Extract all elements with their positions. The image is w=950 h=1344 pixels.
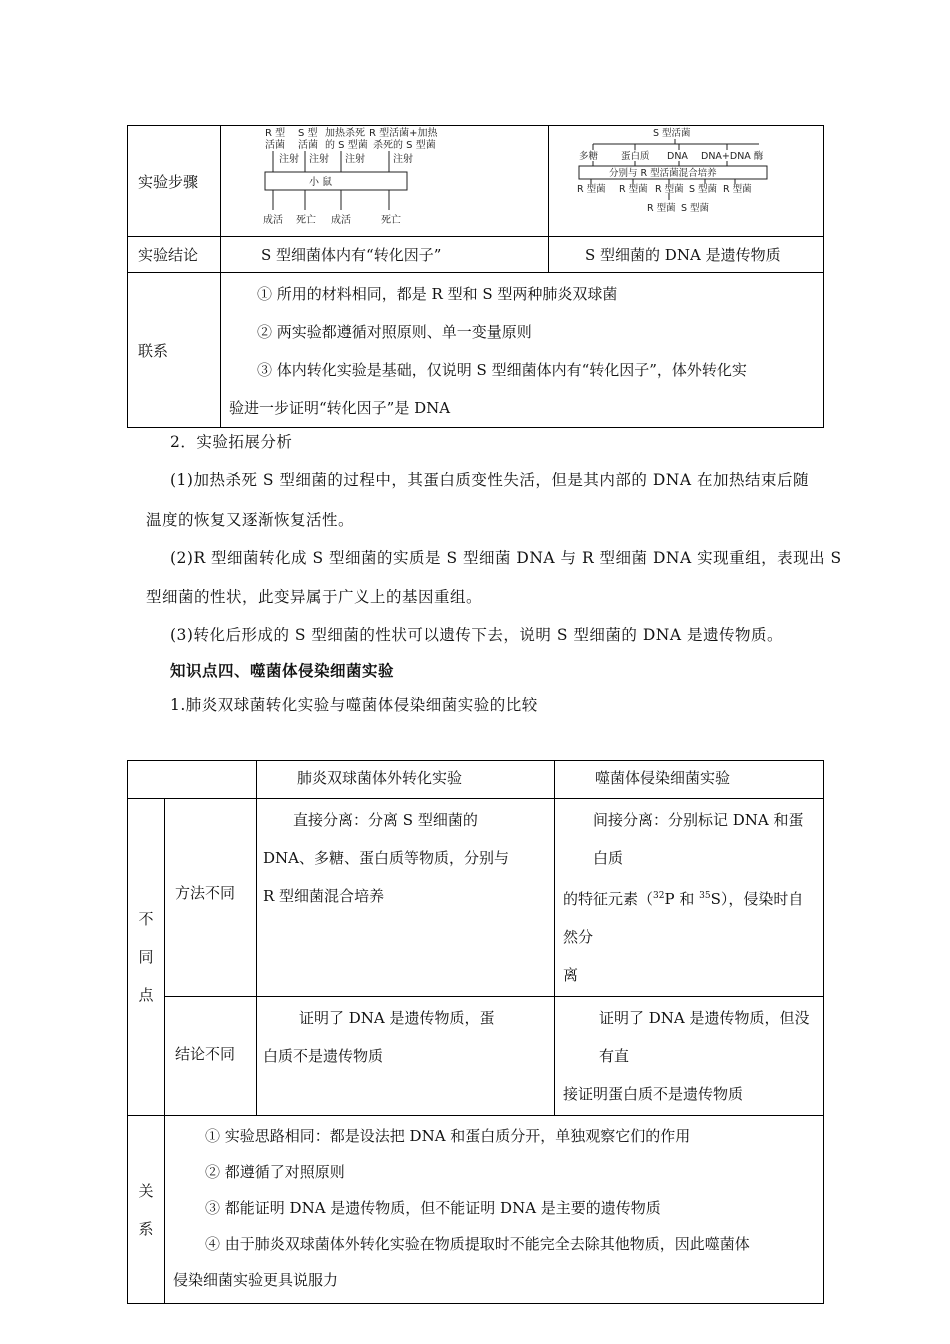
component-label: DNA+DNA 酶: [701, 151, 764, 162]
result-label: R 型菌: [647, 203, 676, 214]
outcome-label: 成活: [331, 215, 351, 226]
inject-label: 注射: [309, 154, 329, 165]
culture-box-label: 分别与 R 型活菌混合培养: [609, 168, 717, 179]
relation-line: ② 两实验都遵循对照原则、单一变量原则: [257, 323, 532, 341]
conclusion-phage: 证明了 DNA 是遗传物质，但没有直 接证明蛋白质不是遗传物质: [555, 997, 824, 1116]
relation-line: ① 实验思路相同：都是设法把 DNA 和蛋白质分开，单独观察它们的作用: [205, 1127, 691, 1145]
component-label: 多糖: [579, 151, 599, 162]
relation-line: ① 所用的材料相同，都是 R 型和 S 型两种肺炎双球菌: [257, 285, 618, 303]
relation-line: ③ 都能证明 DNA 是遗传物质，但不能证明 DNA 是主要的遗传物质: [205, 1199, 661, 1217]
result-label: R 型菌: [723, 184, 752, 195]
section-heading: 2．实验拓展分析: [170, 433, 293, 451]
comparison-table-1: [127, 125, 824, 428]
comparison-table-2: [127, 760, 824, 1304]
row-label-relation: 联系: [128, 273, 221, 428]
inject-label: 注射: [345, 154, 365, 165]
paragraph: (2)R 型细菌转化成 S 型细菌的实质是 S 型细菌 DNA 与 R 型细菌 DNA 实现重组，表现出 S: [170, 549, 842, 567]
diagram-label: 加热杀死: [325, 128, 365, 139]
result-label: R 型菌: [577, 184, 606, 195]
relation-line: ② 都遵循了对照原则: [205, 1163, 345, 1181]
component-label: DNA: [667, 151, 688, 162]
conclusion-label: 结论不同: [165, 997, 257, 1116]
relation-label: 关 系: [128, 1116, 165, 1304]
result-label: R 型菌: [655, 184, 684, 195]
inject-label: 注射: [279, 154, 299, 165]
relation-line: ④ 由于肺炎双球菌体外转化实验在物质提取时不能完全去除其他物质，因此噬菌体: [205, 1235, 750, 1253]
header-empty: [128, 761, 257, 799]
diagram-cell-in-vitro: [549, 126, 824, 237]
diagram-label: S 型: [298, 128, 318, 139]
diagram-label: R 型: [265, 128, 286, 139]
row-label-conclusion: 实验结论: [128, 237, 221, 273]
conclusion-pneumococcus: 证明了 DNA 是遗传物质，蛋 白质不是遗传物质: [257, 997, 555, 1116]
outcome-label: 成活: [263, 215, 283, 226]
mouse-label: 小 鼠: [309, 177, 333, 188]
diagram-label: 活菌: [265, 140, 285, 151]
relation-text-2: [165, 1116, 824, 1304]
outcome-label: 死亡: [296, 215, 316, 226]
knowledge-point-heading: 知识点四、噬菌体侵染细菌实验: [170, 661, 395, 680]
conclusion-in-vivo: S 型细菌体内有“转化因子”: [221, 237, 549, 273]
paragraph: (3)转化后形成的 S 型细菌的性状可以遗传下去，说明 S 型细菌的 DNA 是遗传物质。: [170, 626, 783, 644]
row-label-steps: 实验步骤: [128, 126, 221, 237]
relation-line: 验进一步证明“转化因子”是 DNA: [229, 399, 451, 417]
subheading: 1.肺炎双球菌转化实验与噬菌体侵染细菌实验的比较: [170, 696, 538, 714]
diagram-label: 活菌: [298, 140, 318, 151]
diagram-label: R 型活菌+加热: [369, 128, 438, 139]
method-label: 方法不同: [165, 799, 257, 997]
paragraph: (1)加热杀死 S 型细菌的过程中，其蛋白质变性失活，但是其内部的 DNA 在加热结束后随: [170, 471, 809, 489]
diagram-label: 的 S 型菌: [325, 140, 368, 151]
header-pneumococcus: 肺炎双球菌体外转化实验: [257, 761, 555, 799]
result-label: S 型菌: [689, 184, 718, 195]
header-phage: 噬菌体侵染细菌实验: [555, 761, 824, 799]
conclusion-in-vitro: S 型细菌的 DNA 是遗传物质: [549, 237, 824, 273]
in-vivo-diagram: [221, 126, 548, 236]
relation-line: 侵染细菌实验更具说服力: [173, 1271, 339, 1289]
method-pneumococcus: 直接分离：分离 S 型细菌的 DNA、多糖、蛋白质等物质，分别与 R 型细菌混合培养: [257, 799, 555, 997]
component-label: 蛋白质: [621, 151, 650, 162]
relation-text: [221, 273, 824, 428]
diagram-label: S 型活菌: [653, 128, 691, 139]
result-label: S 型菌: [681, 203, 710, 214]
outcome-label: 死亡: [381, 215, 401, 226]
paragraph: 型细菌的性状，此变异属于广义上的基因重组。: [146, 588, 483, 606]
diff-label: 不 同 点: [128, 799, 165, 1116]
diagram-label: 杀死的 S 型菌: [373, 140, 436, 151]
relation-line: ③ 体内转化实验是基础，仅说明 S 型细菌体内有“转化因子”，体外转化实: [257, 361, 747, 379]
in-vitro-diagram: [549, 126, 823, 236]
paragraph: 温度的恢复又逐渐恢复活性。: [146, 511, 355, 529]
method-phage: 间接分离：分别标记 DNA 和蛋白质 的特征元素（$^{32}$P 和 $^{35}$S），侵染时自然分 离: [555, 799, 824, 997]
inject-label: 注射: [393, 154, 413, 165]
diagram-cell-in-vivo: [221, 126, 549, 237]
result-label: R 型菌: [619, 184, 648, 195]
